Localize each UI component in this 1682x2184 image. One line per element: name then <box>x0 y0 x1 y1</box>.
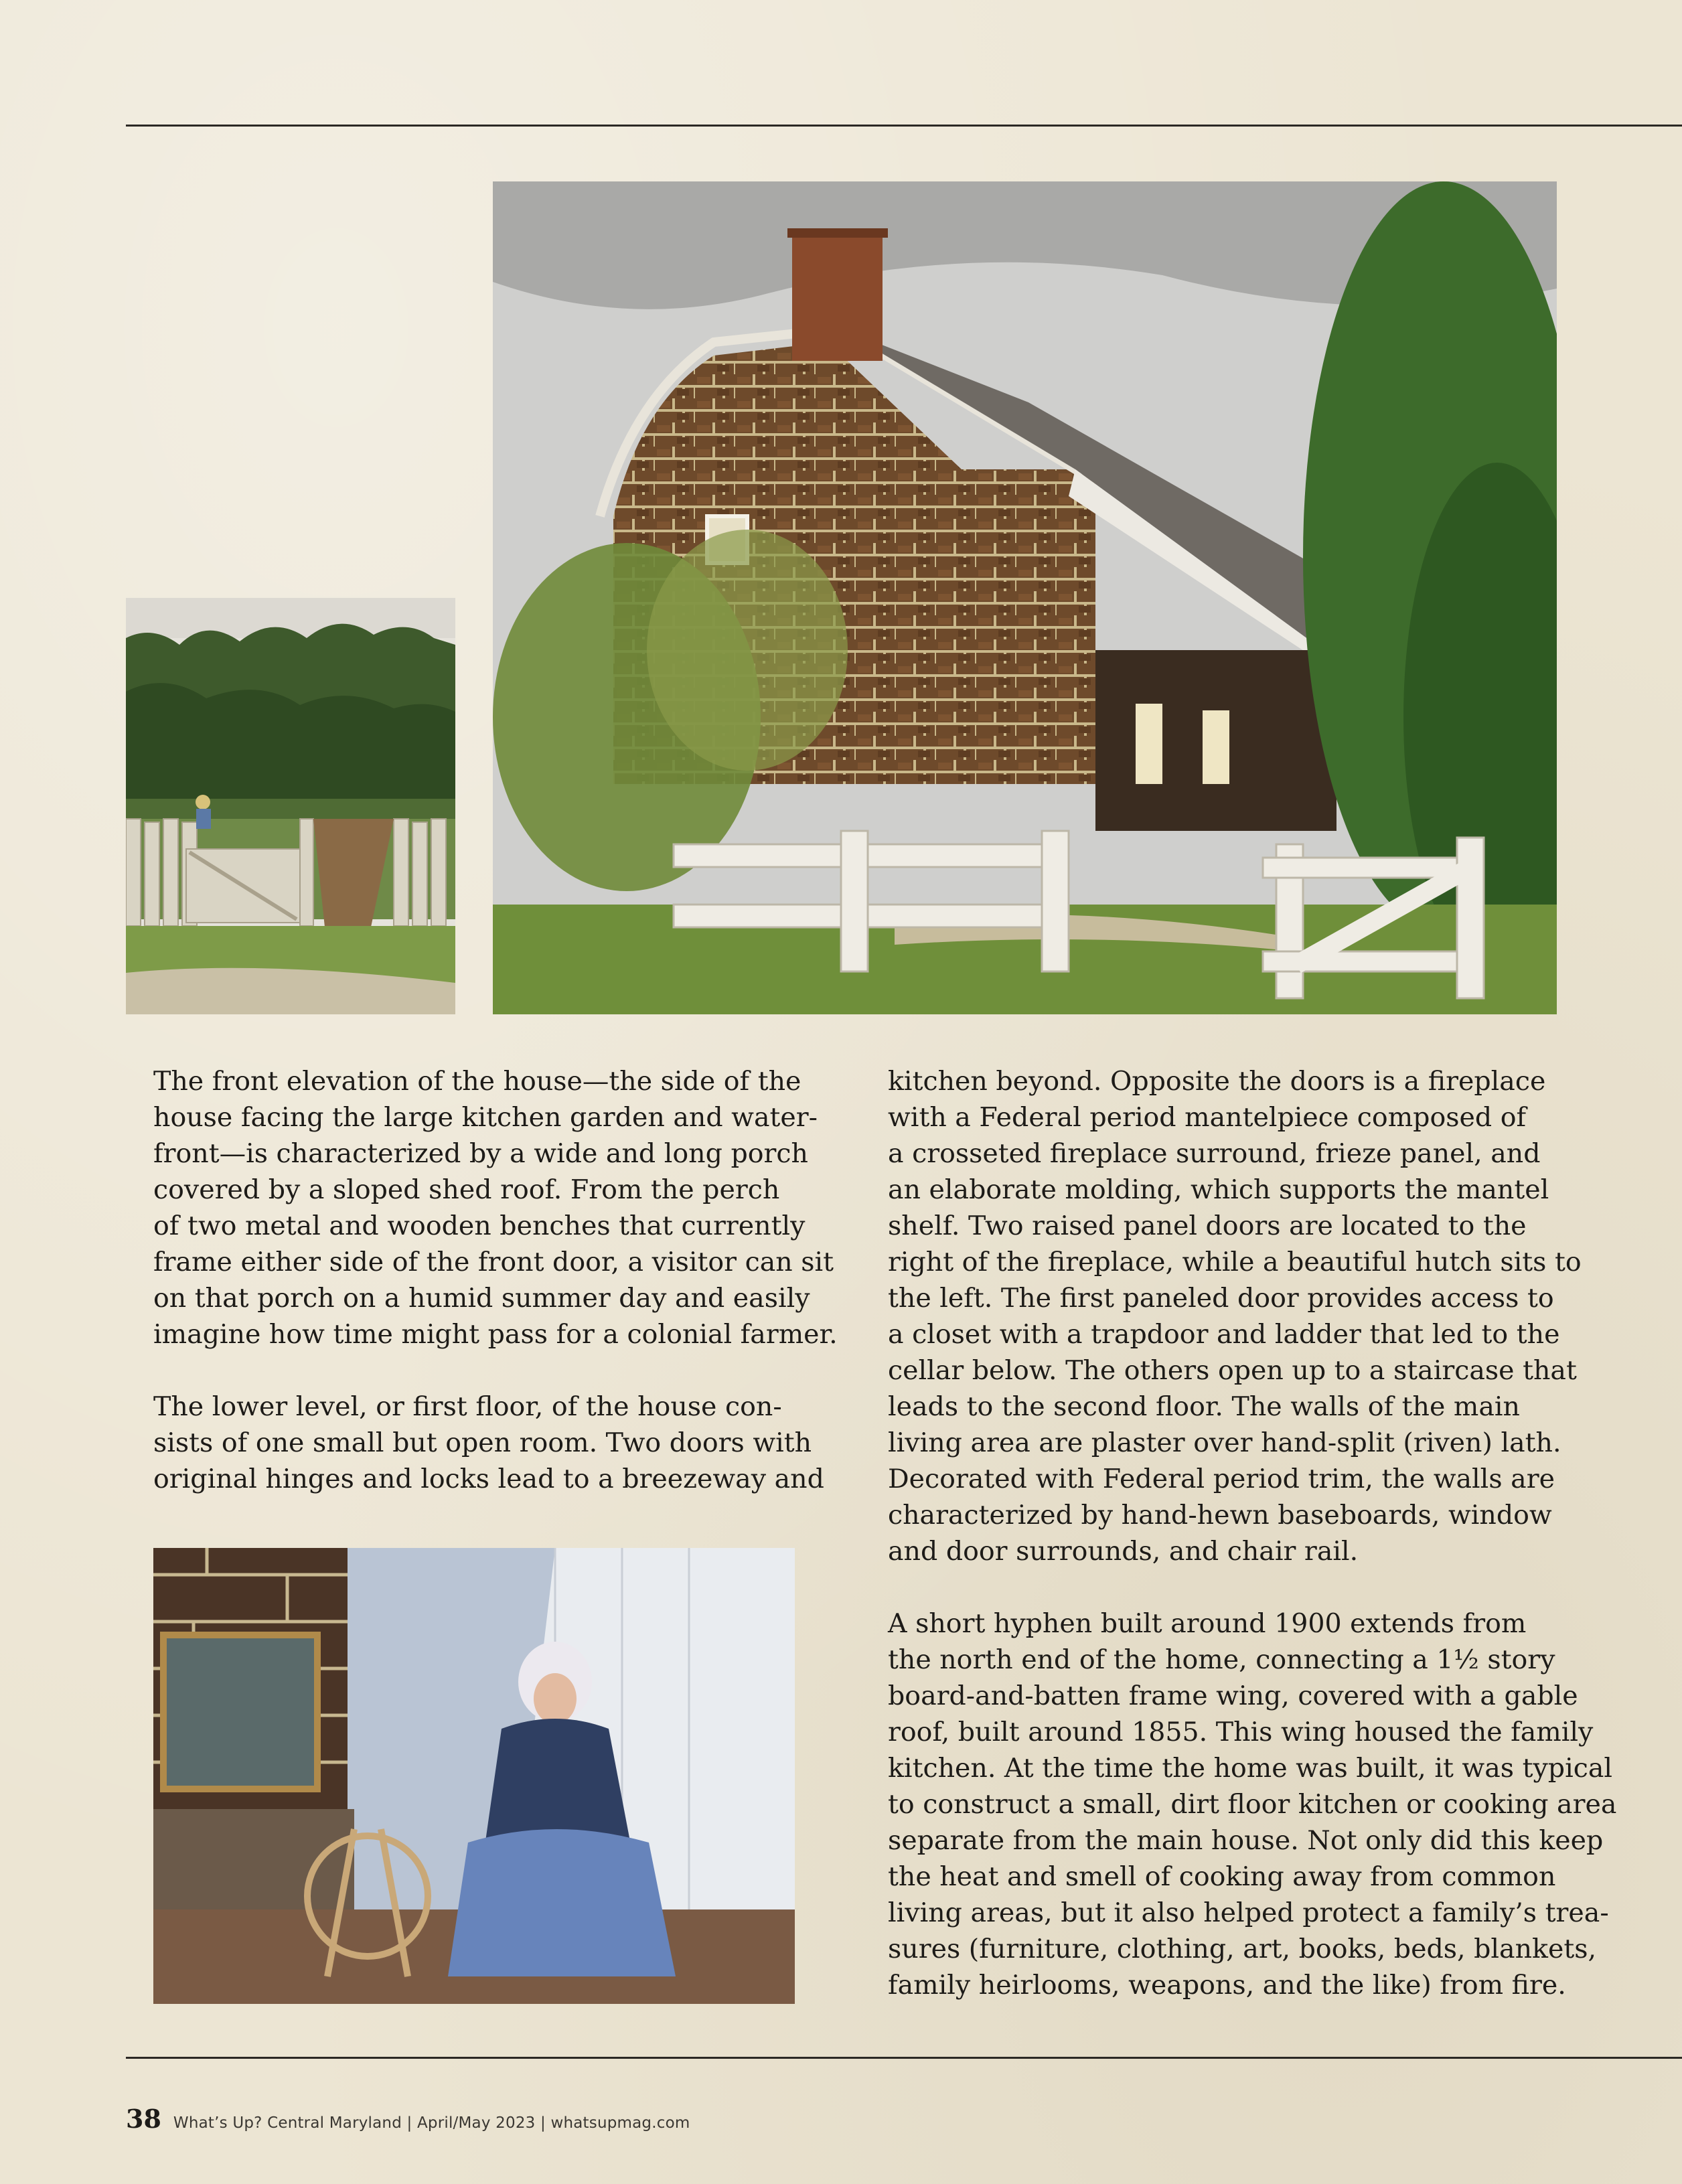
text-line: The lower level, or first floor, of the house con- <box>153 1391 782 1422</box>
text-line: shelf. Two raised panel doors are located to the <box>888 1211 1527 1241</box>
text-line: an elaborate molding, which supports the mantel <box>888 1174 1549 1205</box>
text-line: right of the fireplace, while a beautiful hutch sits to <box>888 1247 1582 1277</box>
text-line: a crosseted fireplace surround, frieze panel, and <box>888 1138 1541 1169</box>
text-line: original hinges and locks lead to a breezeway and <box>153 1464 824 1494</box>
text-line: with a Federal period mantelpiece composed of <box>888 1102 1527 1133</box>
text-line: living areas, but it also helped protect a family’s trea- <box>888 1897 1609 1928</box>
page-number: 38 <box>126 2104 161 2134</box>
text-line: roof, built around 1855. This wing housed the family <box>888 1717 1594 1747</box>
text-line: cellar below. The others open up to a staircase that <box>888 1355 1577 1386</box>
text-line: imagine how time might pass for a colonial farmer. <box>153 1319 838 1350</box>
top-rule <box>126 125 1682 127</box>
text-line: Decorated with Federal period trim, the walls are <box>888 1464 1555 1494</box>
text-line: the heat and smell of cooking away from common <box>888 1861 1556 1892</box>
text-line: frame either side of the front door, a visitor can sit <box>153 1247 834 1277</box>
text-line: covered by a sloped shed roof. From the perch <box>153 1174 780 1205</box>
text-line: a closet with a trapdoor and ladder that led to the <box>888 1319 1560 1350</box>
text-line: on that porch on a humid summer day and easily <box>153 1283 810 1314</box>
bottom-rule <box>126 2057 1682 2059</box>
article-column-left <box>153 1063 838 1497</box>
text-line: the north end of the home, connecting a 1½ story <box>888 1644 1555 1675</box>
text-line: and door surrounds, and chair rail. <box>888 1536 1359 1567</box>
page-footer <box>126 2104 690 2134</box>
article-column-right <box>888 1063 1617 2003</box>
text-line: front—is characterized by a wide and long porch <box>153 1138 808 1169</box>
text-line: living area are plaster over hand-split (riven) lath. <box>888 1427 1561 1458</box>
text-line: of two metal and wooden benches that currently <box>153 1211 806 1241</box>
text-line: kitchen beyond. Opposite the doors is a fireplace <box>888 1066 1546 1097</box>
colonial-spinner-photo <box>153 1548 795 2004</box>
text-line: to construct a small, dirt floor kitchen or cooking area <box>888 1789 1617 1820</box>
text-line: sures (furniture, clothing, art, books, beds, blankets, <box>888 1934 1597 1964</box>
text-line: the left. The first paneled door provides access to <box>888 1283 1554 1314</box>
text-line: board-and-batten frame wing, covered with a gable <box>888 1681 1578 1711</box>
text-line: A short hyphen built around 1900 extends from <box>888 1608 1527 1639</box>
garden-gate-photo <box>126 598 455 1014</box>
text-line: house facing the large kitchen garden and water- <box>153 1102 818 1133</box>
text-line: sists of one small but open room. Two doors with <box>153 1427 812 1458</box>
text-line: The front elevation of the house—the side of the <box>153 1066 801 1097</box>
text-line: characterized by hand-hewn baseboards, window <box>888 1500 1552 1531</box>
text-line: leads to the second floor. The walls of the main <box>888 1391 1520 1422</box>
text-line: family heirlooms, weapons, and the like) from fire. <box>888 1970 1566 2001</box>
footer-publication-info: What’s Up? Central Maryland | April/May 2023 | whatsupmag.com <box>173 2114 690 2132</box>
text-line: separate from the main house. Not only did this keep <box>888 1825 1604 1856</box>
text-line: kitchen. At the time the home was built, it was typical <box>888 1753 1613 1784</box>
stone-house-photo <box>493 181 1557 1014</box>
